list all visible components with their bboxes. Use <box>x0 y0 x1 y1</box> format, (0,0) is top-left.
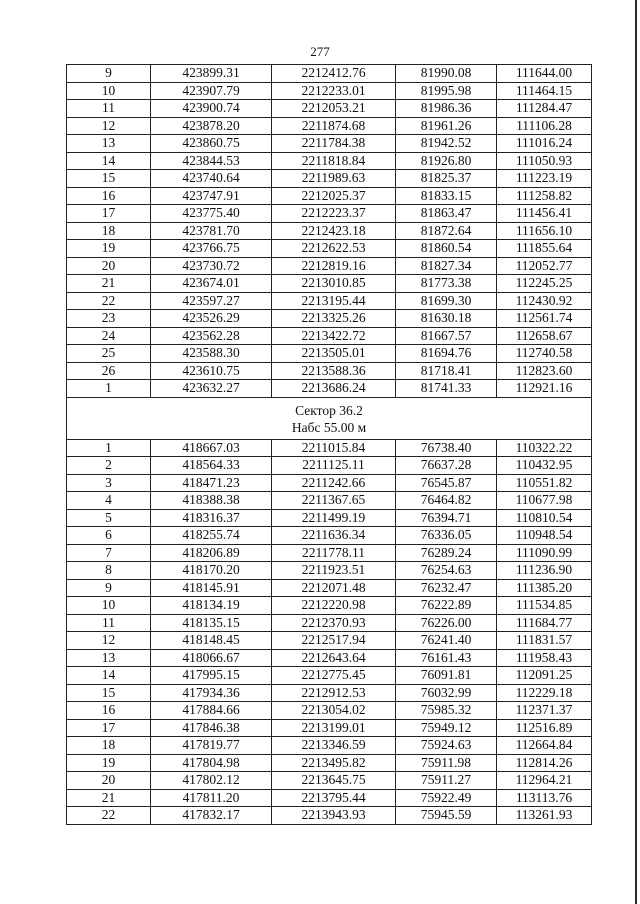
point-number-cell: 15 <box>67 170 151 188</box>
y-local-cell: 111385.20 <box>497 579 592 597</box>
point-number-cell: 16 <box>67 187 151 205</box>
table-row <box>67 509 592 527</box>
y-local-cell: 110810.54 <box>497 509 592 527</box>
y-local-cell: 112921.16 <box>497 380 592 398</box>
point-number-cell: 22 <box>67 292 151 310</box>
y-coordinate-cell: 2211242.66 <box>272 474 396 492</box>
x-coordinate-cell: 418066.67 <box>151 649 272 667</box>
point-number-cell: 9 <box>67 579 151 597</box>
table-row <box>67 457 592 475</box>
x-coordinate-cell: 423588.30 <box>151 345 272 363</box>
x-local-cell: 76032.99 <box>396 684 497 702</box>
point-number-cell: 13 <box>67 135 151 153</box>
point-number-cell: 16 <box>67 702 151 720</box>
y-coordinate-cell: 2211778.11 <box>272 544 396 562</box>
x-coordinate-cell: 423860.75 <box>151 135 272 153</box>
point-number-cell: 13 <box>67 649 151 667</box>
page-number: 277 <box>310 44 330 59</box>
x-coordinate-cell: 423740.64 <box>151 170 272 188</box>
coordinates-table <box>66 64 592 825</box>
table-row <box>67 152 592 170</box>
x-local-cell: 81833.15 <box>396 187 497 205</box>
y-coordinate-cell: 2212071.48 <box>272 579 396 597</box>
point-number-cell: 15 <box>67 684 151 702</box>
y-coordinate-cell: 2212220.98 <box>272 597 396 615</box>
table-row <box>67 527 592 545</box>
y-coordinate-cell: 2212622.53 <box>272 240 396 258</box>
table-row <box>67 789 592 807</box>
y-coordinate-cell: 2212412.76 <box>272 65 396 83</box>
section2-rows <box>67 439 592 824</box>
point-number-cell: 17 <box>67 205 151 223</box>
point-number-cell: 11 <box>67 614 151 632</box>
section-heading-row <box>67 397 592 439</box>
table-row <box>67 597 592 615</box>
x-coordinate-cell: 418564.33 <box>151 457 272 475</box>
table-row <box>67 310 592 328</box>
y-coordinate-cell: 2211367.65 <box>272 492 396 510</box>
x-coordinate-cell: 423610.75 <box>151 362 272 380</box>
y-local-cell: 111016.24 <box>497 135 592 153</box>
point-number-cell: 14 <box>67 152 151 170</box>
x-coordinate-cell: 417934.36 <box>151 684 272 702</box>
point-number-cell: 3 <box>67 474 151 492</box>
table-row <box>67 222 592 240</box>
x-coordinate-cell: 417846.38 <box>151 719 272 737</box>
x-local-cell: 76232.47 <box>396 579 497 597</box>
table-row <box>67 562 592 580</box>
y-local-cell: 111223.19 <box>497 170 592 188</box>
y-coordinate-cell: 2211874.68 <box>272 117 396 135</box>
y-local-cell: 112561.74 <box>497 310 592 328</box>
x-coordinate-cell: 418134.19 <box>151 597 272 615</box>
y-local-cell: 110551.82 <box>497 474 592 492</box>
table-row <box>67 240 592 258</box>
x-local-cell: 76161.43 <box>396 649 497 667</box>
table-row <box>67 170 592 188</box>
x-coordinate-cell: 418148.45 <box>151 632 272 650</box>
x-coordinate-cell: 423766.75 <box>151 240 272 258</box>
x-coordinate-cell: 418388.38 <box>151 492 272 510</box>
x-local-cell: 75911.98 <box>396 754 497 772</box>
y-coordinate-cell: 2213422.72 <box>272 327 396 345</box>
table-row <box>67 205 592 223</box>
point-number-cell: 8 <box>67 562 151 580</box>
y-local-cell: 111831.57 <box>497 632 592 650</box>
y-coordinate-cell: 2211923.51 <box>272 562 396 580</box>
y-local-cell: 112371.37 <box>497 702 592 720</box>
y-coordinate-cell: 2213010.85 <box>272 275 396 293</box>
x-local-cell: 81827.34 <box>396 257 497 275</box>
x-local-cell: 81990.08 <box>396 65 497 83</box>
y-local-cell: 111090.99 <box>497 544 592 562</box>
point-number-cell: 21 <box>67 275 151 293</box>
x-local-cell: 81986.36 <box>396 100 497 118</box>
table-row <box>67 275 592 293</box>
x-coordinate-cell: 417819.77 <box>151 737 272 755</box>
table-row <box>67 82 592 100</box>
x-coordinate-cell: 418135.15 <box>151 614 272 632</box>
y-local-cell: 110948.54 <box>497 527 592 545</box>
x-coordinate-cell: 423775.40 <box>151 205 272 223</box>
point-number-cell: 18 <box>67 737 151 755</box>
y-coordinate-cell: 2211636.34 <box>272 527 396 545</box>
table-row <box>67 327 592 345</box>
table-row <box>67 737 592 755</box>
x-coordinate-cell: 417884.66 <box>151 702 272 720</box>
x-local-cell: 76222.89 <box>396 597 497 615</box>
table-row <box>67 135 592 153</box>
x-local-cell: 81825.37 <box>396 170 497 188</box>
y-local-cell: 111684.77 <box>497 614 592 632</box>
point-number-cell: 11 <box>67 100 151 118</box>
x-coordinate-cell: 417804.98 <box>151 754 272 772</box>
point-number-cell: 22 <box>67 807 151 825</box>
section1-rows <box>67 65 592 398</box>
x-local-cell: 76394.71 <box>396 509 497 527</box>
table-row <box>67 380 592 398</box>
y-local-cell: 112229.18 <box>497 684 592 702</box>
y-coordinate-cell: 2212233.01 <box>272 82 396 100</box>
x-local-cell: 76254.63 <box>396 562 497 580</box>
y-coordinate-cell: 2211125.11 <box>272 457 396 475</box>
table-row <box>67 649 592 667</box>
y-local-cell: 111456.41 <box>497 205 592 223</box>
x-coordinate-cell: 423878.20 <box>151 117 272 135</box>
x-coordinate-cell: 417995.15 <box>151 667 272 685</box>
point-number-cell: 5 <box>67 509 151 527</box>
x-coordinate-cell: 418170.20 <box>151 562 272 580</box>
x-coordinate-cell: 423907.79 <box>151 82 272 100</box>
y-local-cell: 112516.89 <box>497 719 592 737</box>
y-local-cell: 113113.76 <box>497 789 592 807</box>
x-local-cell: 81961.26 <box>396 117 497 135</box>
table-row <box>67 100 592 118</box>
x-local-cell: 75949.12 <box>396 719 497 737</box>
y-coordinate-cell: 2212025.37 <box>272 187 396 205</box>
section-height-label: Набс 55.00 м <box>291 419 367 435</box>
point-number-cell: 20 <box>67 257 151 275</box>
x-local-cell: 76289.24 <box>396 544 497 562</box>
x-local-cell: 76545.87 <box>396 474 497 492</box>
table-row <box>67 807 592 825</box>
x-local-cell: 75945.59 <box>396 807 497 825</box>
x-coordinate-cell: 418667.03 <box>151 439 272 457</box>
table-row <box>67 117 592 135</box>
point-number-cell: 24 <box>67 327 151 345</box>
y-local-cell: 111855.64 <box>497 240 592 258</box>
y-local-cell: 111258.82 <box>497 187 592 205</box>
y-local-cell: 111464.15 <box>497 82 592 100</box>
x-local-cell: 81718.41 <box>396 362 497 380</box>
point-number-cell: 17 <box>67 719 151 737</box>
point-number-cell: 12 <box>67 117 151 135</box>
table-row <box>67 474 592 492</box>
x-coordinate-cell: 417802.12 <box>151 772 272 790</box>
x-local-cell: 81741.33 <box>396 380 497 398</box>
y-coordinate-cell: 2212223.37 <box>272 205 396 223</box>
point-number-cell: 25 <box>67 345 151 363</box>
y-local-cell: 111106.28 <box>497 117 592 135</box>
y-coordinate-cell: 2212053.21 <box>272 100 396 118</box>
x-coordinate-cell: 423747.91 <box>151 187 272 205</box>
table-row <box>67 345 592 363</box>
x-local-cell: 76241.40 <box>396 632 497 650</box>
y-coordinate-cell: 2212643.64 <box>272 649 396 667</box>
x-coordinate-cell: 423597.27 <box>151 292 272 310</box>
y-local-cell: 112052.77 <box>497 257 592 275</box>
y-local-cell: 112823.60 <box>497 362 592 380</box>
y-coordinate-cell: 2213686.24 <box>272 380 396 398</box>
table-row <box>67 614 592 632</box>
y-local-cell: 112964.21 <box>497 772 592 790</box>
table-row <box>67 65 592 83</box>
table-row <box>67 187 592 205</box>
y-local-cell: 112245.25 <box>497 275 592 293</box>
table-row <box>67 257 592 275</box>
point-number-cell: 6 <box>67 527 151 545</box>
x-local-cell: 81630.18 <box>396 310 497 328</box>
x-coordinate-cell: 423526.29 <box>151 310 272 328</box>
x-coordinate-cell: 418255.74 <box>151 527 272 545</box>
y-coordinate-cell: 2211818.84 <box>272 152 396 170</box>
table-row <box>67 362 592 380</box>
x-coordinate-cell: 423899.31 <box>151 65 272 83</box>
y-local-cell: 110322.22 <box>497 439 592 457</box>
y-coordinate-cell: 2213054.02 <box>272 702 396 720</box>
y-coordinate-cell: 2212370.93 <box>272 614 396 632</box>
y-local-cell: 110677.98 <box>497 492 592 510</box>
point-number-cell: 1 <box>67 380 151 398</box>
y-local-cell: 112814.26 <box>497 754 592 772</box>
table-row <box>67 632 592 650</box>
y-coordinate-cell: 2211015.84 <box>272 439 396 457</box>
y-local-cell: 111644.00 <box>497 65 592 83</box>
table-row <box>67 667 592 685</box>
y-coordinate-cell: 2213588.36 <box>272 362 396 380</box>
y-local-cell: 111236.90 <box>497 562 592 580</box>
point-number-cell: 7 <box>67 544 151 562</box>
x-local-cell: 81926.80 <box>396 152 497 170</box>
x-coordinate-cell: 418145.91 <box>151 579 272 597</box>
y-local-cell: 111958.43 <box>497 649 592 667</box>
point-number-cell: 19 <box>67 754 151 772</box>
point-number-cell: 21 <box>67 789 151 807</box>
y-coordinate-cell: 2212819.16 <box>272 257 396 275</box>
point-number-cell: 12 <box>67 632 151 650</box>
point-number-cell: 19 <box>67 240 151 258</box>
x-coordinate-cell: 423900.74 <box>151 100 272 118</box>
x-coordinate-cell: 423844.53 <box>151 152 272 170</box>
y-local-cell: 111050.93 <box>497 152 592 170</box>
x-coordinate-cell: 423781.70 <box>151 222 272 240</box>
x-coordinate-cell: 417811.20 <box>151 789 272 807</box>
y-coordinate-cell: 2213199.01 <box>272 719 396 737</box>
point-number-cell: 10 <box>67 82 151 100</box>
y-coordinate-cell: 2213795.44 <box>272 789 396 807</box>
y-coordinate-cell: 2212775.45 <box>272 667 396 685</box>
point-number-cell: 4 <box>67 492 151 510</box>
x-local-cell: 76091.81 <box>396 667 497 685</box>
y-coordinate-cell: 2213943.93 <box>272 807 396 825</box>
y-local-cell: 112430.92 <box>497 292 592 310</box>
y-coordinate-cell: 2211784.38 <box>272 135 396 153</box>
y-coordinate-cell: 2211499.19 <box>272 509 396 527</box>
x-coordinate-cell: 418471.23 <box>151 474 272 492</box>
y-coordinate-cell: 2213495.82 <box>272 754 396 772</box>
table-row <box>67 439 592 457</box>
point-number-cell: 10 <box>67 597 151 615</box>
table-row <box>67 684 592 702</box>
x-coordinate-cell: 423562.28 <box>151 327 272 345</box>
x-coordinate-cell: 423632.27 <box>151 380 272 398</box>
scan-frame-edge <box>635 0 637 904</box>
point-number-cell: 26 <box>67 362 151 380</box>
y-coordinate-cell: 2211989.63 <box>272 170 396 188</box>
table-row <box>67 292 592 310</box>
x-local-cell: 76226.00 <box>396 614 497 632</box>
x-local-cell: 81860.54 <box>396 240 497 258</box>
table-row <box>67 492 592 510</box>
x-coordinate-cell: 418316.37 <box>151 509 272 527</box>
y-coordinate-cell: 2213505.01 <box>272 345 396 363</box>
y-coordinate-cell: 2213195.44 <box>272 292 396 310</box>
x-local-cell: 81773.38 <box>396 275 497 293</box>
y-local-cell: 112091.25 <box>497 667 592 685</box>
x-coordinate-cell: 418206.89 <box>151 544 272 562</box>
y-local-cell: 112740.58 <box>497 345 592 363</box>
point-number-cell: 2 <box>67 457 151 475</box>
x-local-cell: 81699.30 <box>396 292 497 310</box>
section-title: Сектор 36.2 <box>295 402 363 418</box>
y-coordinate-cell: 2212423.18 <box>272 222 396 240</box>
y-local-cell: 111284.47 <box>497 100 592 118</box>
x-local-cell: 76637.28 <box>396 457 497 475</box>
x-local-cell: 75922.49 <box>396 789 497 807</box>
y-coordinate-cell: 2212912.53 <box>272 684 396 702</box>
y-local-cell: 112664.84 <box>497 737 592 755</box>
x-coordinate-cell: 423674.01 <box>151 275 272 293</box>
y-coordinate-cell: 2213325.26 <box>272 310 396 328</box>
y-local-cell: 111534.85 <box>497 597 592 615</box>
section2-header <box>67 397 592 439</box>
section-heading-cell <box>67 397 592 439</box>
x-coordinate-cell: 423730.72 <box>151 257 272 275</box>
y-coordinate-cell: 2213346.59 <box>272 737 396 755</box>
table-row <box>67 544 592 562</box>
x-local-cell: 81942.52 <box>396 135 497 153</box>
table-row <box>67 702 592 720</box>
y-coordinate-cell: 2213645.75 <box>272 772 396 790</box>
x-local-cell: 76464.82 <box>396 492 497 510</box>
y-local-cell: 113261.93 <box>497 807 592 825</box>
x-local-cell: 76738.40 <box>396 439 497 457</box>
y-local-cell: 112658.67 <box>497 327 592 345</box>
x-local-cell: 81863.47 <box>396 205 497 223</box>
x-local-cell: 81872.64 <box>396 222 497 240</box>
point-number-cell: 9 <box>67 65 151 83</box>
x-local-cell: 81694.76 <box>396 345 497 363</box>
point-number-cell: 23 <box>67 310 151 328</box>
x-local-cell: 81667.57 <box>396 327 497 345</box>
point-number-cell: 20 <box>67 772 151 790</box>
point-number-cell: 18 <box>67 222 151 240</box>
x-local-cell: 75924.63 <box>396 737 497 755</box>
x-local-cell: 75911.27 <box>396 772 497 790</box>
x-coordinate-cell: 417832.17 <box>151 807 272 825</box>
x-local-cell: 76336.05 <box>396 527 497 545</box>
x-local-cell: 81995.98 <box>396 82 497 100</box>
table-row <box>67 772 592 790</box>
table-row <box>67 579 592 597</box>
y-local-cell: 110432.95 <box>497 457 592 475</box>
x-local-cell: 75985.32 <box>396 702 497 720</box>
table-row <box>67 719 592 737</box>
table-row <box>67 754 592 772</box>
y-coordinate-cell: 2212517.94 <box>272 632 396 650</box>
point-number-cell: 1 <box>67 439 151 457</box>
y-local-cell: 111656.10 <box>497 222 592 240</box>
point-number-cell: 14 <box>67 667 151 685</box>
